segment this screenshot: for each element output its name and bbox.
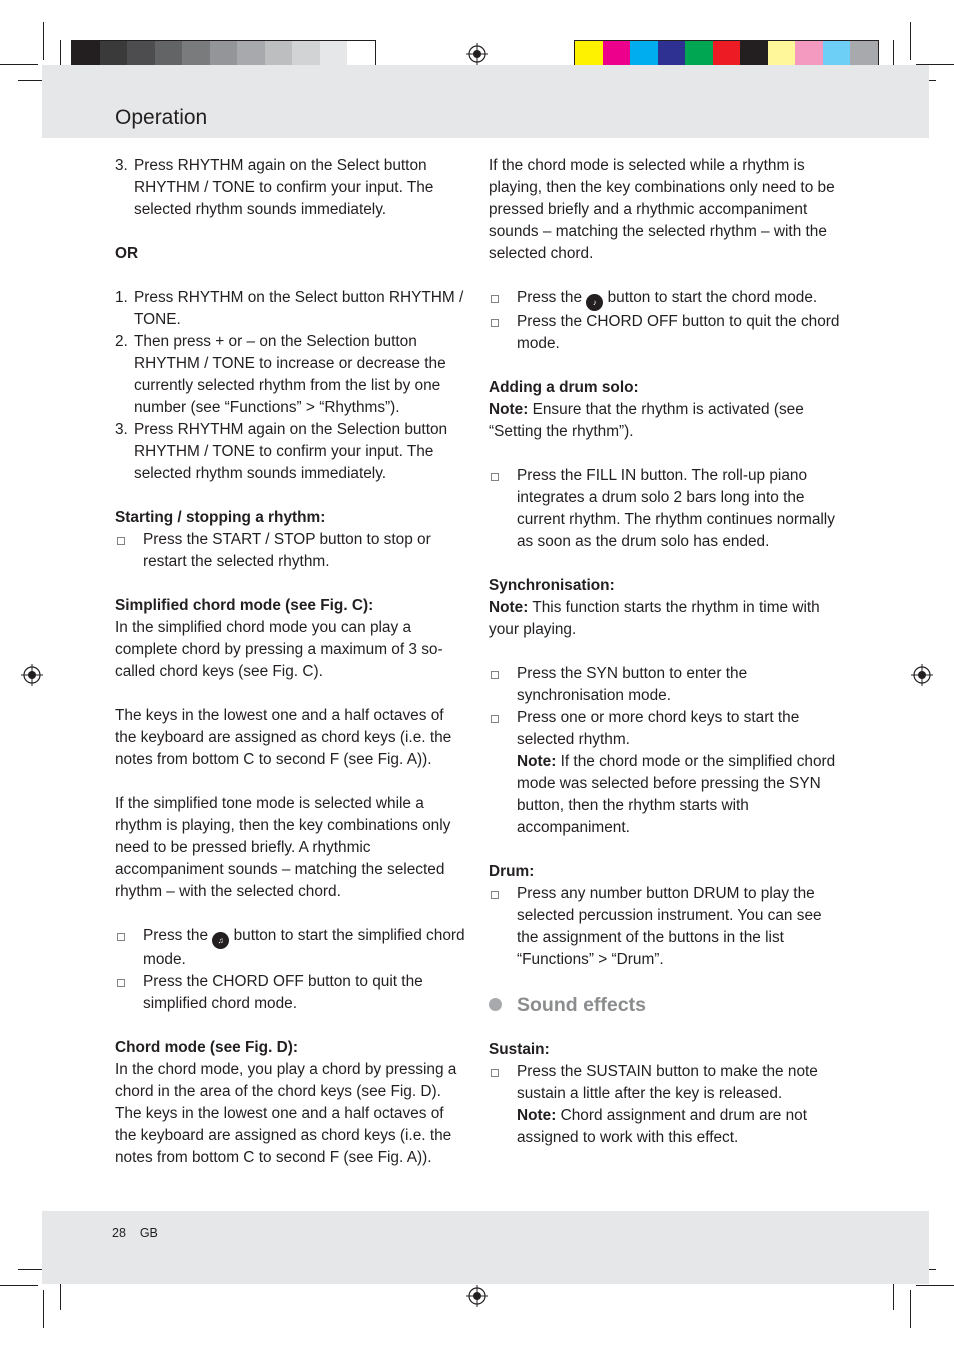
list-item: Press the ♫ button to start the simplified chord mode. [115, 925, 465, 971]
footer-band [42, 1211, 929, 1284]
bullet-box-icon [491, 1069, 499, 1077]
bullet-box-icon [491, 473, 499, 481]
list-item: 2. Then press + or – on the Selection button RHYTHM / TONE to increase or decrease the currently selected rhythm from the list by one number (see “Functions” > “Rhythms”). [115, 333, 446, 416]
bullet-list [489, 1061, 841, 1149]
bullet-box-icon [491, 891, 499, 899]
language-code: GB [139, 1226, 158, 1240]
bullet-list [489, 883, 841, 971]
color-swatch [155, 41, 183, 67]
color-swatch [795, 41, 823, 67]
bullet-list [115, 529, 465, 573]
color-swatch [237, 41, 265, 67]
list-item: Press the FILL IN button. The roll-up piano integrates a drum solo 2 bars long into the current rhythm. The rhythm continues normally as soon as the drum solo has ended. [489, 465, 841, 553]
chord-mode-icon: ♪ [586, 294, 603, 311]
crop-mark [43, 1290, 44, 1328]
right-column [489, 155, 841, 1171]
page-footer [112, 1226, 158, 1240]
section-heading: Starting / stopping a rhythm: [115, 509, 326, 526]
crop-mark [0, 64, 38, 65]
list-item: Press one or more chord keys to start the selected rhythm. Note: If the chord mode or the simplified chord mode was selected before pressing the SYN button, then the rhythm starts with accompaniment. [489, 707, 841, 839]
list-item: Press the ♪ button to start the chord mode. [489, 287, 841, 311]
color-swatch [127, 41, 155, 67]
bullet-dot-icon [489, 998, 502, 1011]
page-number: 28 [112, 1226, 126, 1240]
list-item: Press the START / STOP button to stop or restart the selected rhythm. [115, 529, 465, 573]
color-swatch [740, 41, 768, 67]
step-list [115, 155, 465, 221]
registration-mark-icon [466, 43, 488, 65]
color-swatch [292, 41, 320, 67]
bullet-box-icon [491, 319, 499, 327]
note-paragraph: Note: Ensure that the rhythm is activated (see “Setting the rhythm”). [489, 401, 804, 440]
color-swatch [347, 41, 375, 67]
bullet-box-icon [117, 537, 125, 545]
section-heading: Synchronisation: [489, 577, 615, 594]
color-swatch [685, 41, 713, 67]
color-swatch [575, 41, 603, 67]
paragraph: If the simplified tone mode is selected while a rhythm is playing, then the key combinations only need to be pressed briefly. A rhythmic accompaniment sounds – matching the selected rhythm – with the selected chord. [115, 795, 451, 900]
color-swatch [658, 41, 686, 67]
bullet-list [489, 287, 841, 355]
section-heading: Adding a drum solo: [489, 379, 639, 396]
color-swatch [72, 41, 100, 67]
or-label: OR [115, 245, 139, 262]
list-item: 1. Press RHYTHM on the Select button RHYTHM / TONE. [115, 289, 464, 328]
color-swatch [768, 41, 796, 67]
section-heading: Simplified chord mode (see Fig. C): [115, 597, 374, 614]
crop-mark [0, 1285, 38, 1286]
crop-mark [43, 22, 44, 60]
list-item: 3. Press RHYTHM again on the Select button RHYTHM / TONE to confirm your input. The selected rhythm sounds immediately. [115, 157, 434, 218]
fingered-chord-icon: ♫ [212, 932, 229, 949]
bullet-box-icon [491, 295, 499, 303]
crop-mark [910, 1290, 911, 1328]
color-swatch-bar [574, 40, 879, 68]
bullet-list [489, 663, 841, 839]
list-item: Press the SYN button to enter the synchronisation mode. [489, 663, 841, 707]
color-swatch [850, 41, 878, 67]
color-swatch [320, 41, 348, 67]
crop-mark [910, 22, 911, 60]
list-item: Press the CHORD OFF button to quit the chord mode. [489, 311, 841, 355]
registration-mark-icon [21, 664, 43, 686]
paragraph: If the chord mode is selected while a rhythm is playing, then the key combinations only need to be pressed briefly and a rhythmic accompaniment sounds – matching the selected rhythm – with the selected chord. [489, 157, 835, 262]
section-title: Sound effects [489, 993, 841, 1017]
paragraph: In the chord mode, you play a chord by pressing a chord in the area of the chord keys (see Fig. D). The keys in the lowest one and a half octaves of the keyboard are assigned as chord keys (i.e. the notes from bottom C to second F (see Fig. A)). [115, 1061, 457, 1166]
paragraph: The keys in the lowest one and a half octaves of the keyboard are assigned as chord keys (i.e. the notes from bottom C to second F (see Fig. A)). [115, 707, 452, 768]
color-swatch [603, 41, 631, 67]
section-heading: Drum: [489, 863, 535, 880]
list-item: 3. Press RHYTHM again on the Selection button RHYTHM / TONE to confirm your input. The selected rhythm sounds immediately. [115, 421, 448, 482]
crop-mark [60, 1282, 61, 1310]
color-swatch [210, 41, 238, 67]
page-title: Operation [115, 106, 208, 129]
color-swatch [265, 41, 293, 67]
bullet-box-icon [117, 933, 125, 941]
list-item: Press the CHORD OFF button to quit the simplified chord mode. [115, 971, 465, 1015]
bullet-box-icon [491, 715, 499, 723]
color-swatch [713, 41, 741, 67]
bullet-list [115, 925, 465, 1015]
list-item: Press any number button DRUM to play the selected percussion instrument. You can see the assignment of the buttons in the list “Functions” > “Drum”. [489, 883, 841, 971]
color-swatch [630, 41, 658, 67]
color-swatch [100, 41, 128, 67]
registration-mark-icon [466, 1285, 488, 1307]
color-swatch [823, 41, 851, 67]
crop-mark [893, 1282, 894, 1310]
step-list [115, 287, 465, 485]
bullet-box-icon [491, 671, 499, 679]
section-heading: Sustain: [489, 1041, 550, 1058]
paragraph: In the simplified chord mode you can play a complete chord by pressing a maximum of 3 so-called chord keys (see Fig. C). [115, 619, 443, 680]
left-column [115, 155, 465, 1191]
note-paragraph: Note: This function starts the rhythm in time with your playing. [489, 599, 820, 638]
section-heading: Chord mode (see Fig. D): [115, 1039, 298, 1056]
crop-mark [916, 1285, 954, 1286]
list-item: Press the SUSTAIN button to make the note sustain a little after the key is released. Note: Chord assignment and drum are not assigned to work with this effect. [489, 1061, 841, 1149]
bullet-list [489, 465, 841, 553]
bullet-box-icon [117, 979, 125, 987]
registration-mark-icon [911, 664, 933, 686]
color-swatch [182, 41, 210, 67]
gray-swatch-bar [71, 40, 376, 68]
